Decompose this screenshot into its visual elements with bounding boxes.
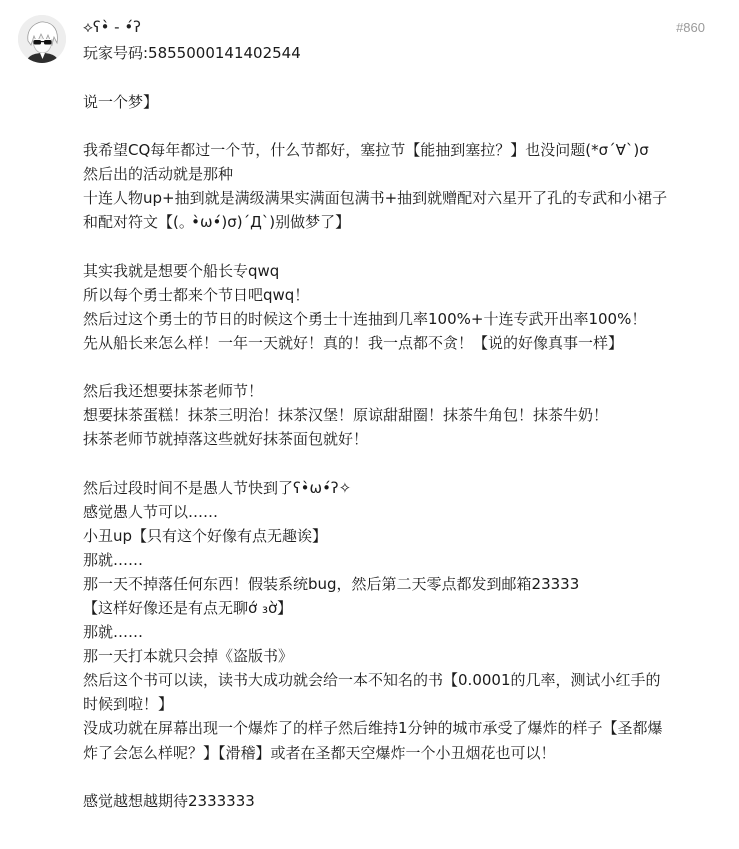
- post-line: 然后过这个勇士的节日的时候这个勇士十连抽到几率100%+十连专武开出率100%！: [83, 309, 647, 328]
- post-line: [83, 114, 708, 138]
- post-line: 感觉越想越期待2333333: [83, 791, 255, 810]
- post-line: [83, 235, 708, 259]
- avatar-portrait-icon: [18, 15, 66, 63]
- post-line: [83, 355, 708, 379]
- post-line: 我希望CQ每年都过一个节，什么节都好，塞拉节【能抽到塞拉？】也没问题(*σ´∀`)σ: [83, 141, 649, 160]
- floor-number: #860: [676, 20, 705, 35]
- post-line: 先从船长来怎么样！一年一天就好！真的！我一点都不贪！【说的好像真事一样】: [83, 333, 624, 352]
- post-line: 十连人物up+抽到就是满级满果实满面包满书+抽到就赠配对六星开了孔的专武和小裙子: [83, 189, 668, 208]
- post-line: 没成功就在屏幕出现一个爆炸了的样子然后维持1分钟的城市承受了爆炸的样子【圣都爆: [83, 719, 663, 738]
- post-line: 说一个梦】: [83, 93, 159, 111]
- post-line: [83, 451, 708, 475]
- post-line: 感觉愚人节可以……: [83, 502, 219, 521]
- post-line: 那就……: [83, 623, 144, 642]
- post-line: 炸了会怎么样呢？】【滑稽】或者在圣都天空爆炸一个小丑烟花也可以！: [83, 743, 556, 762]
- post-line: 那就……: [83, 550, 144, 569]
- post-line: 所以每个勇士都来个节日吧qwq！: [83, 285, 310, 304]
- post-line: 其实我就是想要个船长专qwq: [83, 261, 280, 280]
- post-line: [83, 765, 708, 789]
- post-line: 然后出的活动就是那种: [83, 165, 234, 184]
- post-line: 小丑up【只有这个好像有点无趣诶】: [83, 526, 328, 545]
- post-line: 想要抹茶蛋糕！抹茶三明治！抹茶汉堡！原谅甜甜圈！抹茶牛角包！抹茶牛奶！: [83, 406, 609, 425]
- post-line: 然后我还想要抹茶老师节！: [83, 382, 264, 401]
- username[interactable]: ⟡ʕ•̀ - •́ʔ: [83, 18, 141, 36]
- post-line: 那一天不掉落任何东西！假装系统bug，然后第二天零点都发到邮箱23333: [83, 574, 580, 593]
- user-avatar[interactable]: [18, 15, 66, 63]
- post-content: [83, 90, 708, 813]
- post-line: 抹茶老师节就掉落这些就好抹茶面包就好！: [83, 430, 369, 449]
- player-id: 玩家号码:5855000141402544: [83, 44, 301, 62]
- post-line: 和配对符文【(｡ •̀ω•́)σ)´Д`)别做梦了】: [83, 213, 351, 232]
- post-line: 那一天打本就只会掉《盗版书》: [83, 647, 294, 666]
- post-line: 时候到啦！】: [83, 695, 174, 714]
- post-line: 【这样好像还是有点无聊ớ ₃ờ】: [83, 598, 293, 617]
- post-line: 然后过段时间不是愚人节快到了ʕ•̀ω•́ʔ✧: [83, 478, 352, 497]
- post-line: 然后这个书可以读，读书大成功就会给一本不知名的书【0.0001的几率，测试小红手的: [83, 671, 661, 690]
